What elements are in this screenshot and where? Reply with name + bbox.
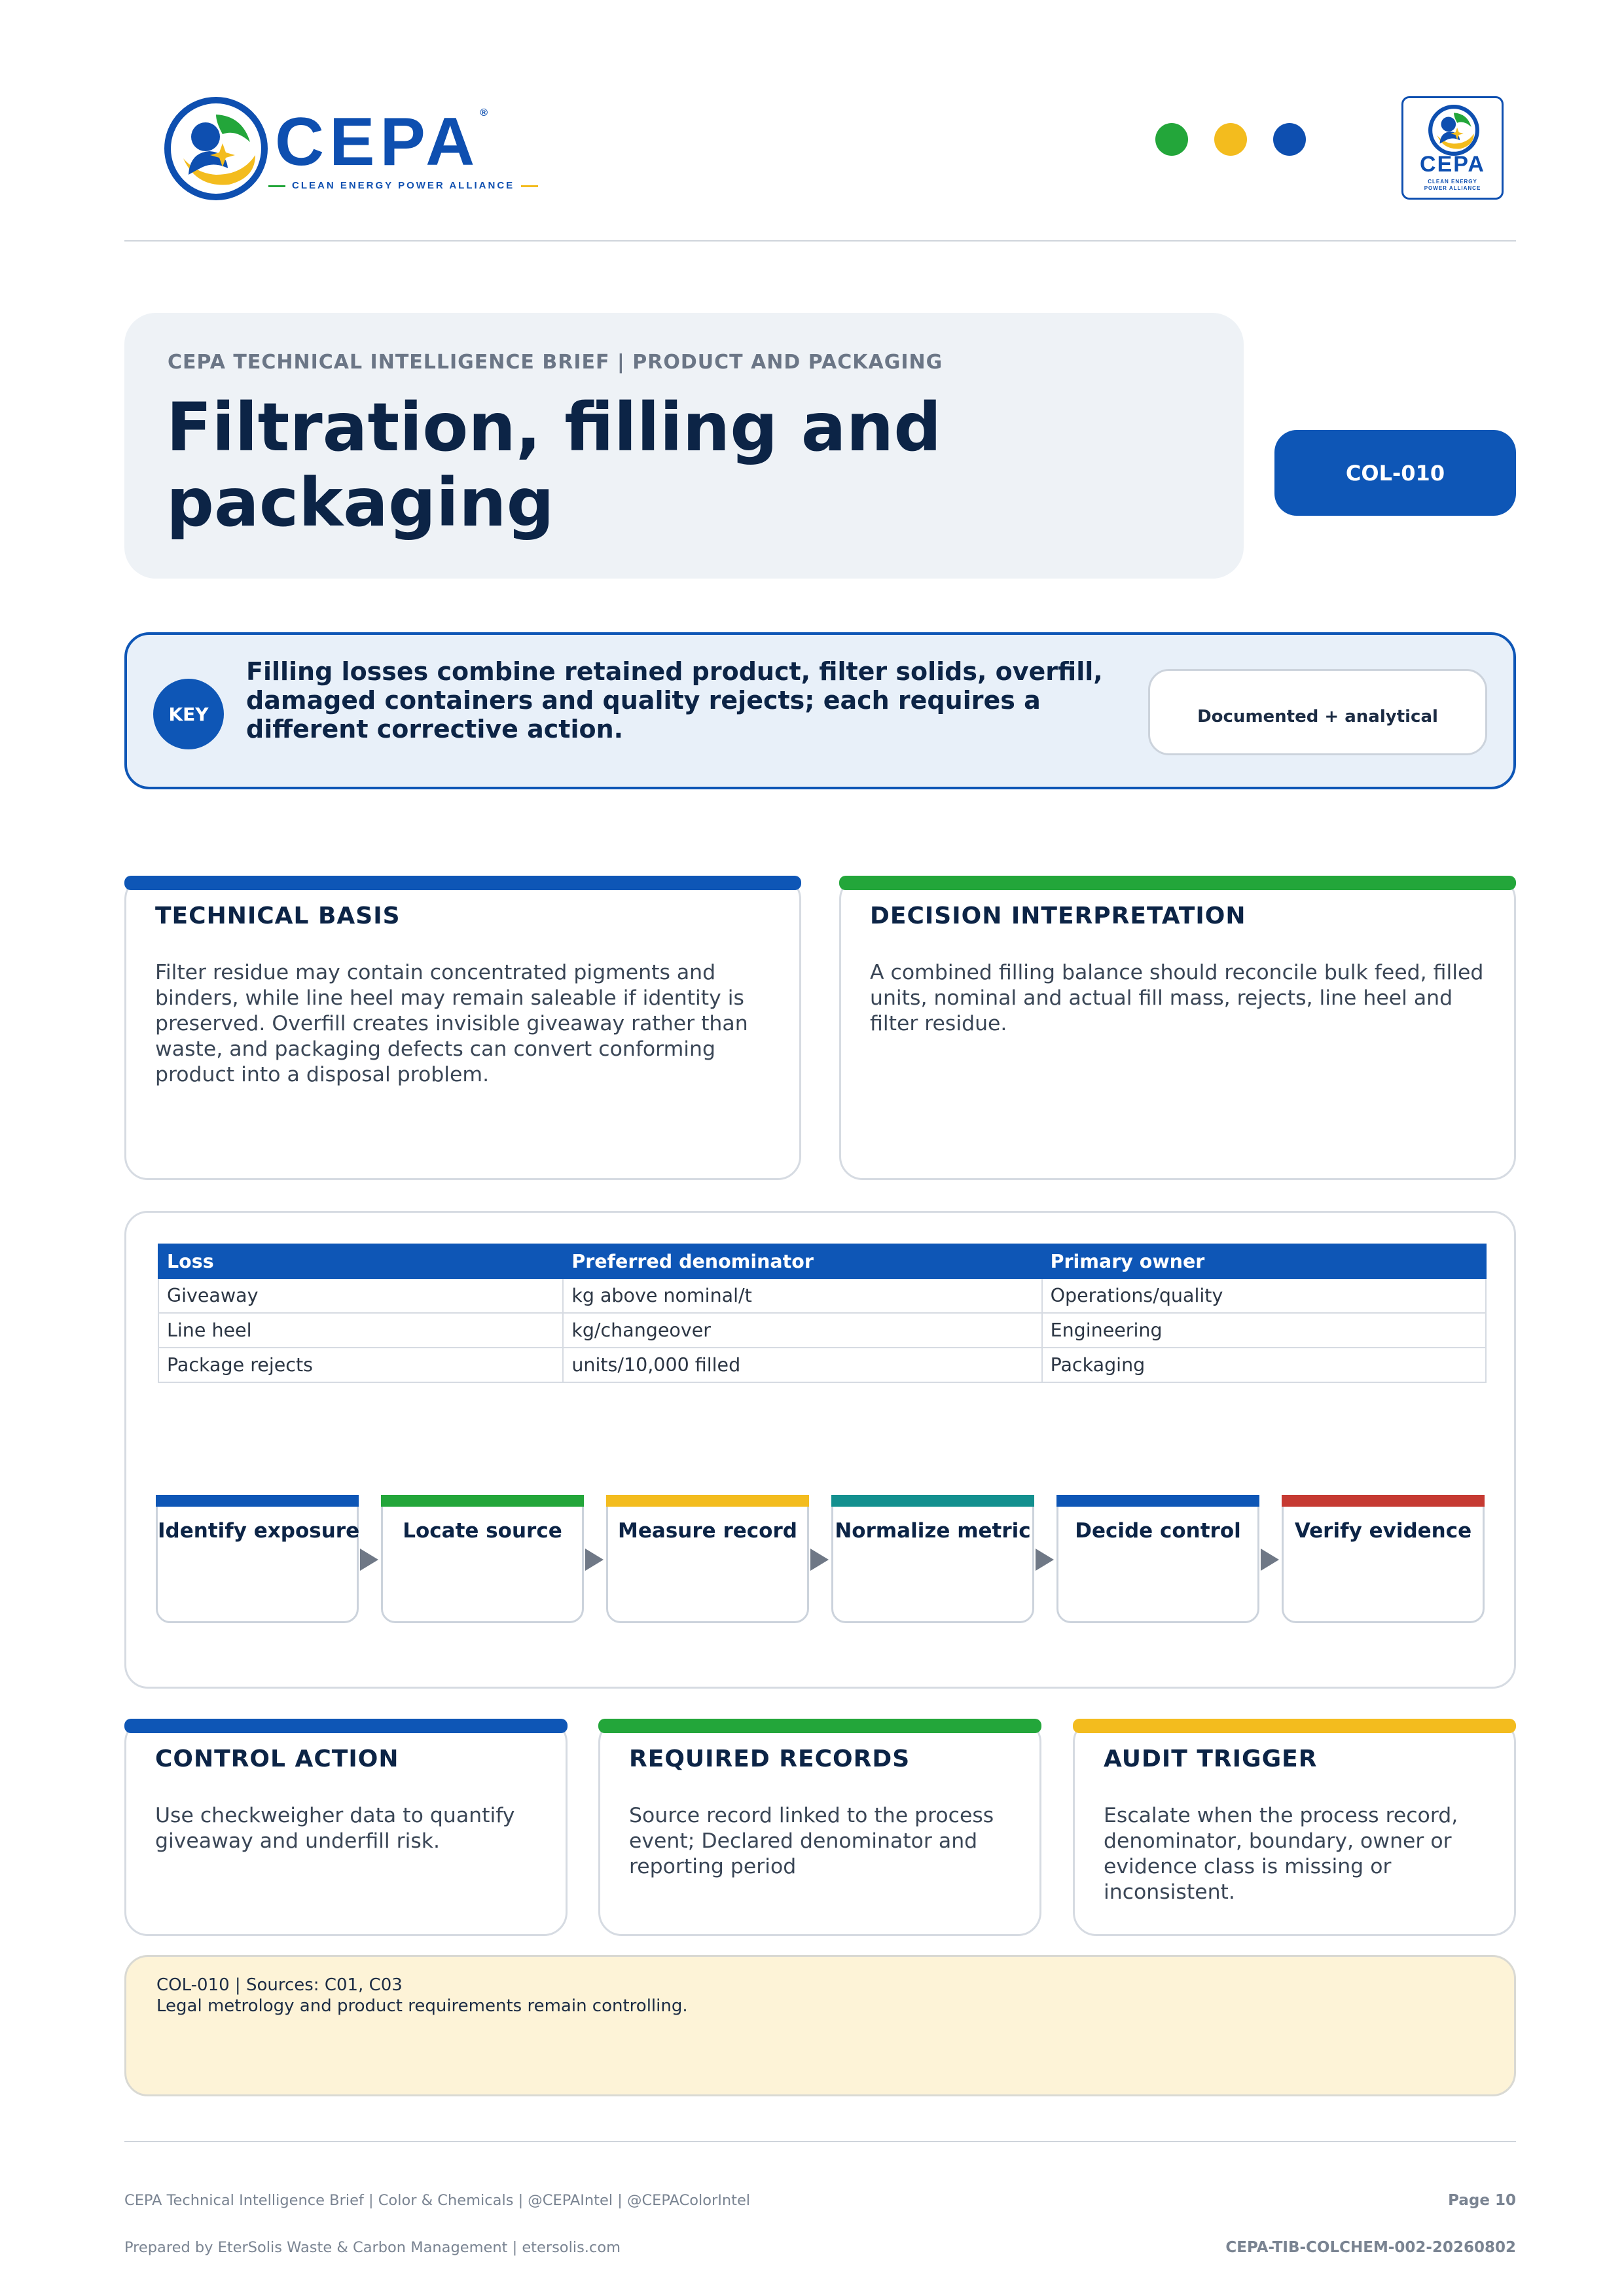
- sources-line: COL-010 | Sources: C01, C03: [156, 1975, 403, 1995]
- column-header: Primary owner: [1042, 1244, 1486, 1278]
- step-accent-bar: [831, 1495, 1034, 1507]
- card-body: A combined filling balance should reconcile bulk feed, filled units, nominal and actual fill mass, rejects, line heel and filter residue.: [870, 961, 1484, 1035]
- logo-wordmark: CEPA®: [275, 104, 488, 180]
- logo-tagline: CLEAN ENERGY POWER ALLIANCE: [268, 180, 538, 191]
- step-label: Verify evidence: [1294, 1519, 1472, 1543]
- step-accent-bar: [1056, 1495, 1259, 1507]
- card-heading: CONTROL ACTION: [155, 1746, 399, 1772]
- column-header: Preferred denominator: [563, 1244, 1041, 1278]
- step-accent-bar: [1282, 1495, 1485, 1507]
- control-action-card: [124, 1719, 568, 1936]
- footer-prepared-by: Prepared by EterSolis Waste & Carbon Management | etersolis.com: [124, 2239, 621, 2256]
- step-accent-bar: [606, 1495, 809, 1507]
- yellow-dot: [1214, 123, 1247, 156]
- footer-divider: [124, 2141, 1516, 2142]
- card-body: Use checkweigher data to quantify giveaway and underfill risk.: [155, 1804, 515, 1853]
- blue-dot: [1273, 123, 1306, 156]
- process-step-measure-record: [606, 1495, 809, 1623]
- card-body: Filter residue may contain concentrated pigments and binders, while line heel may remain saleable if identity is preserved. Overfill creates invisible giveaway rather than waste, and packaging defects can convert conforming product into a disposal problem.: [155, 961, 748, 1086]
- process-step-verify-evidence: [1282, 1495, 1485, 1623]
- process-step-decide-control: [1056, 1495, 1259, 1623]
- green-dot: [1155, 123, 1188, 156]
- decision-interpretation-card: [839, 876, 1516, 1180]
- arrow-right-icon: [810, 1549, 829, 1571]
- page-title: Filtration, filling and packaging: [166, 389, 942, 542]
- key-badge: KEY: [153, 679, 224, 749]
- table-header-row: [158, 1244, 1486, 1278]
- table-cell: kg/changeover: [563, 1313, 1041, 1348]
- table-cell: kg above nominal/t: [563, 1278, 1041, 1313]
- key-finding-text: Filling losses combine retained product, filter solids, overfill, damaged containers and quality rejects; each requires a different corrective action.: [246, 657, 1103, 744]
- required-records-card: [598, 1719, 1041, 1936]
- evidence-class-badge: Documented + analytical: [1148, 669, 1487, 755]
- key-finding-box: [124, 632, 1516, 789]
- title-card: [124, 313, 1244, 579]
- process-step-identify-exposure: [156, 1495, 359, 1623]
- card-body: Escalate when the process record, denominator, boundary, owner or evidence class is missing or inconsistent.: [1104, 1804, 1458, 1904]
- arrow-right-icon: [1261, 1549, 1279, 1571]
- table-cell: Line heel: [158, 1313, 563, 1348]
- cepa-logo: [164, 95, 563, 203]
- footer-publication: CEPA Technical Intelligence Brief | Color & Chemicals | @CEPAIntel | @CEPAColorIntel: [124, 2192, 751, 2209]
- cepa-badge-logo: [1401, 96, 1504, 200]
- document-code-badge: COL-010: [1274, 430, 1516, 516]
- column-header: Loss: [158, 1244, 563, 1278]
- table-cell: Engineering: [1042, 1313, 1486, 1348]
- step-label: Measure record: [618, 1519, 797, 1543]
- step-label: Identify exposure: [158, 1519, 360, 1543]
- cepa-badge-emblem-icon: [1427, 103, 1481, 157]
- arrow-right-icon: [585, 1549, 604, 1571]
- sources-note: [124, 1955, 1516, 2096]
- step-label: Decide control: [1075, 1519, 1241, 1543]
- arrow-right-icon: [360, 1549, 378, 1571]
- brief-kicker: CEPA TECHNICAL INTELLIGENCE BRIEF | PRODUCT AND PACKAGING: [168, 351, 943, 374]
- disclaimer-line: Legal metrology and product requirements remain controlling.: [156, 1996, 688, 2016]
- cepa-emblem-icon: [164, 96, 268, 201]
- table-row: [158, 1313, 1486, 1348]
- card-heading: AUDIT TRIGGER: [1104, 1746, 1318, 1772]
- audit-trigger-card: [1073, 1719, 1516, 1936]
- loss-table: [158, 1244, 1487, 1383]
- card-accent-bar: [124, 876, 801, 890]
- process-step-normalize-metric: [831, 1495, 1034, 1623]
- arrow-right-icon: [1036, 1549, 1054, 1571]
- table-cell: Packaging: [1042, 1348, 1486, 1382]
- step-label: Normalize metric: [835, 1519, 1031, 1543]
- card-heading: REQUIRED RECORDS: [629, 1746, 911, 1772]
- badge-wordmark: CEPA: [1420, 152, 1485, 177]
- card-accent-bar: [124, 1719, 568, 1733]
- step-accent-bar: [156, 1495, 359, 1507]
- step-label: Locate source: [403, 1519, 562, 1543]
- step-accent-bar: [381, 1495, 584, 1507]
- table-row: [158, 1348, 1486, 1382]
- document-id: CEPA-TIB-COLCHEM-002-20260802: [1225, 2239, 1516, 2256]
- page-number: Page 10: [1448, 2192, 1516, 2209]
- card-accent-bar: [839, 876, 1516, 890]
- table-cell: units/10,000 filled: [563, 1348, 1041, 1382]
- card-accent-bar: [1073, 1719, 1516, 1733]
- card-body: Source record linked to the process event; Declared denominator and reporting period: [629, 1804, 994, 1878]
- card-heading: DECISION INTERPRETATION: [870, 903, 1246, 929]
- table-cell: Operations/quality: [1042, 1278, 1486, 1313]
- process-step-locate-source: [381, 1495, 584, 1623]
- badge-tagline: CLEAN ENERGY POWER ALLIANCE: [1424, 179, 1481, 191]
- card-accent-bar: [598, 1719, 1041, 1733]
- table-cell: Package rejects: [158, 1348, 563, 1382]
- technical-basis-card: [124, 876, 801, 1180]
- table-row: [158, 1278, 1486, 1313]
- header-divider: [124, 240, 1516, 242]
- table-cell: Giveaway: [158, 1278, 563, 1313]
- card-heading: TECHNICAL BASIS: [155, 903, 401, 929]
